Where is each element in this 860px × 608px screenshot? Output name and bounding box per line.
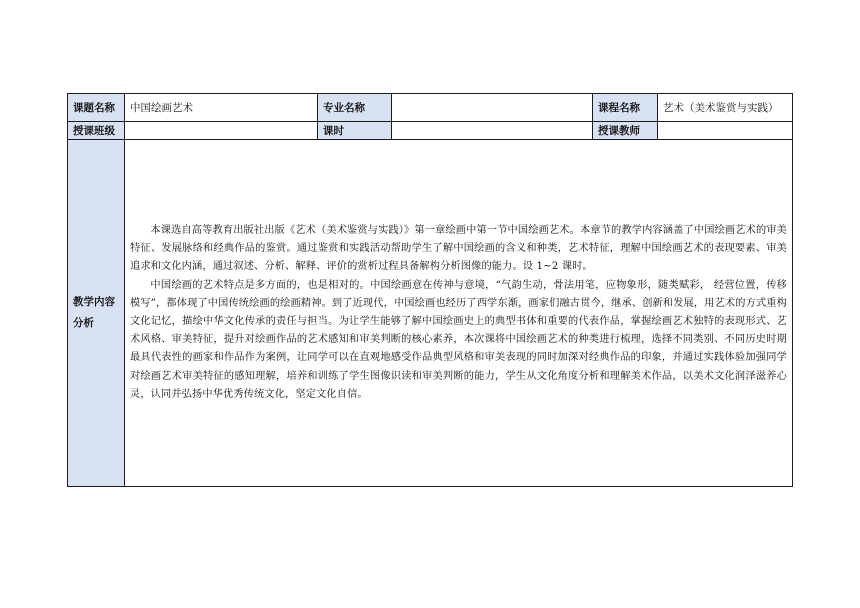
course-name-value: 艺术（美术鉴赏与实践） — [658, 94, 793, 122]
analysis-paragraph-2: 中国绘画的艺术特点是多方面的，也是相对的。中国绘画意在传神与意境，“气韵生动，骨法用笔，应物象形，随类赋彩， 经营位置，传移模写”，都体现了中国传统绘画的绘画精神。到了近现代，中国绘画也经历了西学东渐，画家们融古贯今，继承、创新和发展，用艺术的方式重构文化记忆，描绘中华文化传承的责任与担当。为让学生能够了解中国绘画史上的典型书体和重要的代表作品，掌握绘画艺术独特的表现形式、艺术风格、审美特征，提升对绘画作品的艺术感知和审美判断的核心素养，本次课将中国绘画艺术的种类进行梳理，选择不同类别、不同历史时期最具代表性的画家和作品作为案例，让同学可以在直观地感受作品典型风格和审美表现的同时加深对经典作品的印象，并通过实践体验加强同学对绘画艺术审美特征的感知理解，培养和训练了学生图像识读和审美判断的能力，学生从文化角度分析和理解美术作品，以美术文化润泽滋养心灵，认同并弘扬中华优秀传统文化，坚定文化自信。 — [130, 279, 787, 400]
class-label: 授课班级 — [68, 122, 125, 140]
course-name-label: 课程名称 — [593, 94, 658, 122]
content-analysis-label-line1: 教学内容 — [73, 296, 115, 308]
lesson-plan-table — [67, 93, 793, 487]
table-row-course-info — [68, 94, 793, 122]
class-hours-label: 课时 — [318, 122, 392, 140]
content-analysis-body — [125, 140, 793, 487]
teacher-value — [658, 122, 793, 140]
course-title-value: 中国绘画艺术 — [125, 94, 318, 122]
major-name-value — [392, 94, 593, 122]
class-value — [125, 122, 318, 140]
class-hours-value — [392, 122, 593, 140]
table-row-content-analysis — [68, 140, 793, 487]
major-name-label: 专业名称 — [318, 94, 392, 122]
content-analysis-label-line2: 分析 — [73, 317, 94, 329]
table-row-class-info — [68, 122, 793, 140]
content-analysis-label — [68, 140, 125, 487]
teacher-label: 授课教师 — [593, 122, 658, 140]
analysis-paragraph-1: 本课选自高等教育出版社出版《艺术（美术鉴赏与实践）》第一章绘画中第一节中国绘画艺术。本章节的教学内容涵盖了中国绘画艺术的审美特征、发展脉络和经典作品的鉴赏。通过鉴赏和实践活动帮助学生了解中国绘画的含义和种类，艺术特征，理解中国绘画艺术的表现要素、审美追求和文化内涵，通过叙述、分析、解释、评价的赏析过程具备解构分析图像的能力。设 1~2 课时。 — [130, 224, 787, 273]
course-title-label: 课题名称 — [68, 94, 125, 122]
